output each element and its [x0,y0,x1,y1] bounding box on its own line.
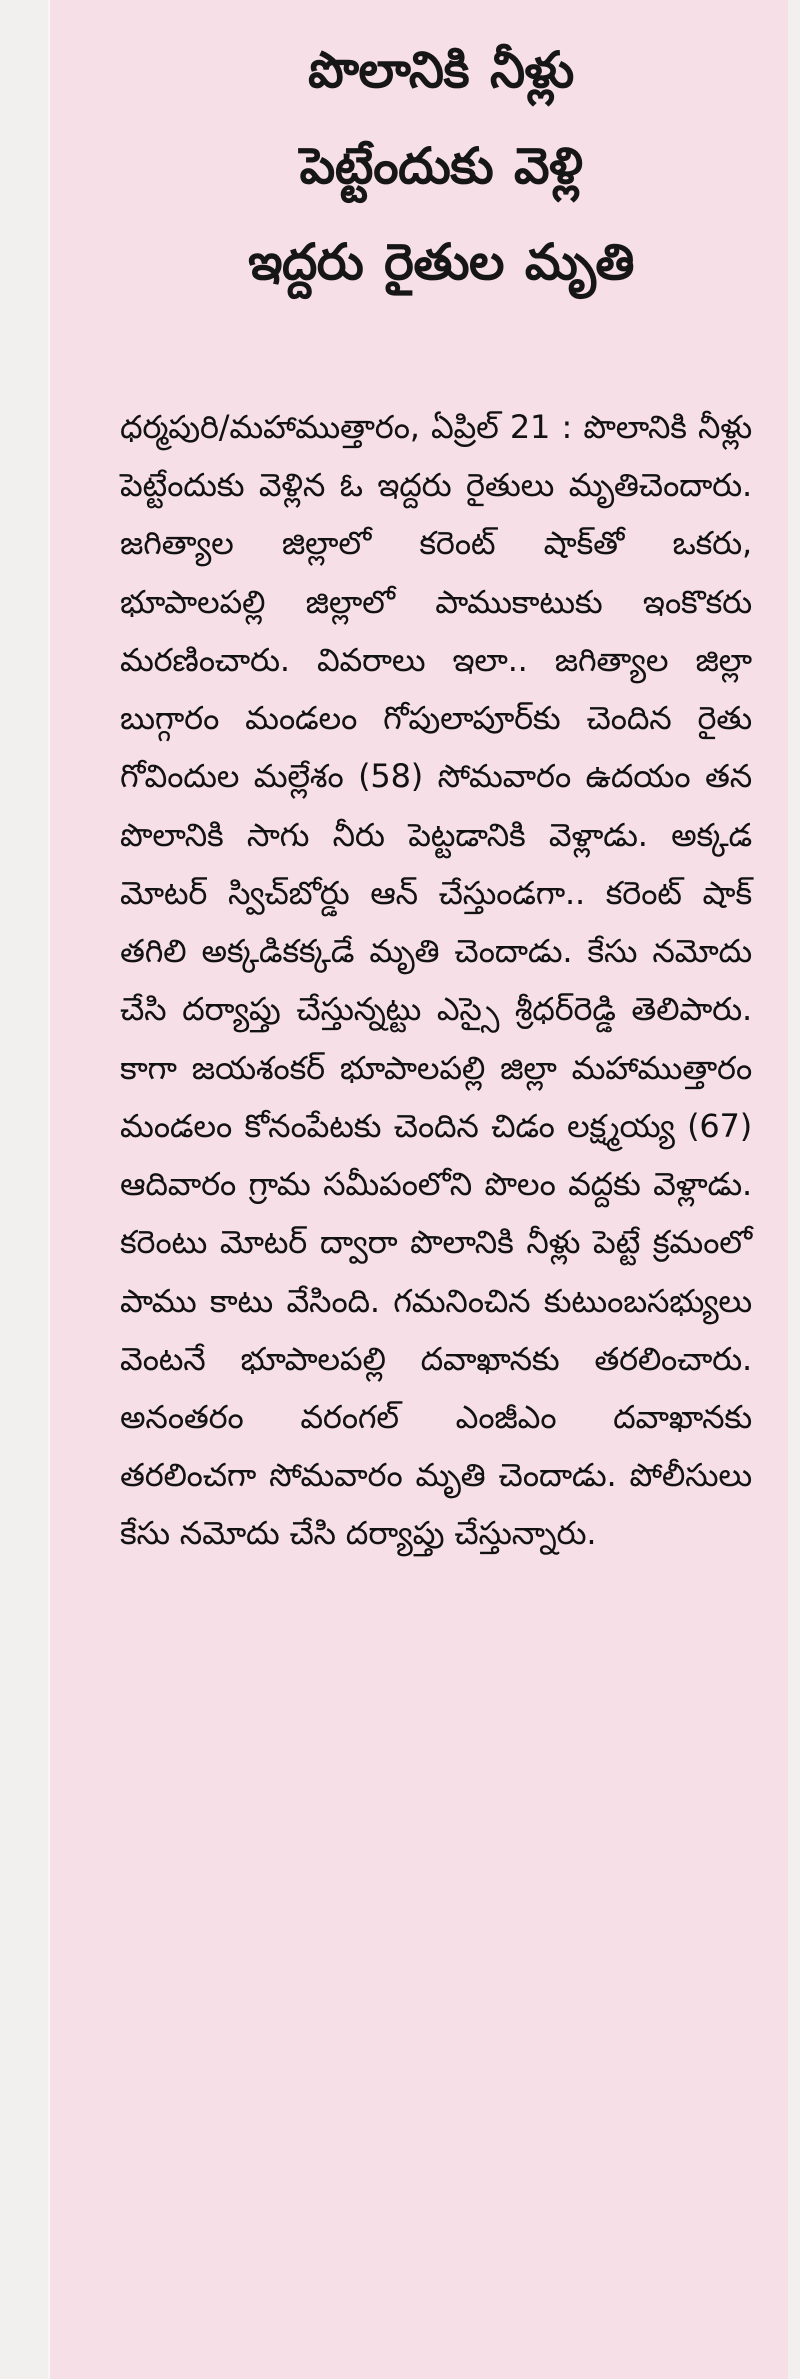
left-page-margin [0,0,48,2379]
article-body-text: పొలానికి నీళ్లు పెట్టేందుకు వెళ్లిన ఓ ఇద్దరు రైతులు మృతిచెందారు. జగిత్యాల జిల్లాలో కరెంట్ షాక్‌తో ఒకరు, భూపాలపల్లి జిల్లాలో పాముకాటుకు ఇంకొకరు మరణించారు. వివరాలు ఇలా.. జగిత్యాల జిల్లా బుగ్గారం మండలం గోపులాపూర్‌కు చెందిన రైతు గోవిందుల మల్లేశం (58) సోమవారం ఉదయం తన పొలానికి సాగు నీరు పెట్టడానికి వెళ్లాడు. అక్కడ మోటర్ స్విచ్‌బోర్డు ఆన్ చేస్తుండగా.. కరెంట్ షాక్ తగిలి అక్కడికక్కడే మృతి చెందాడు. కేసు నమోదు చేసి దర్యాప్తు చేస్తున్నట్టు ఎస్సై శ్రీధర్‌రెడ్డి తెలిపారు. కాగా జయశంకర్ భూపాలపల్లి జిల్లా మహాముత్తారం మండలం కోనంపేటకు చెందిన చిడం లక్ష్మయ్య (67) ఆదివారం గ్రామ సమీపంలోని పొలం వద్దకు వెళ్లాడు. కరెంటు మోటర్ ద్వారా పొలానికి నీళ్లు పెట్టే క్రమంలో పాము కాటు వేసింది. గమనించిన కుటుంబసభ్యులు వెంటనే భూపాలపల్లి దవాఖానకు తరలించారు. అనంతరం వరంగల్ ఎంజీఎం దవాఖానకు తరలించగా సోమవారం మృతి చెందాడు. పోలీసులు కేసు నమోదు చేసి దర్యాప్తు చేస్తున్నారు. [120,408,752,1553]
right-page-margin [788,0,800,2379]
news-article [50,0,788,2379]
article-body [120,398,752,1563]
article-dateline: ధర్మపురి/మహాముత్తారం, ఏప్రిల్ 21 : [120,408,573,446]
article-headline: పొలానికి నీళ్లు పెట్టేందుకు వెళ్లి ఇద్దరు రైతుల మృతి [248,41,634,291]
